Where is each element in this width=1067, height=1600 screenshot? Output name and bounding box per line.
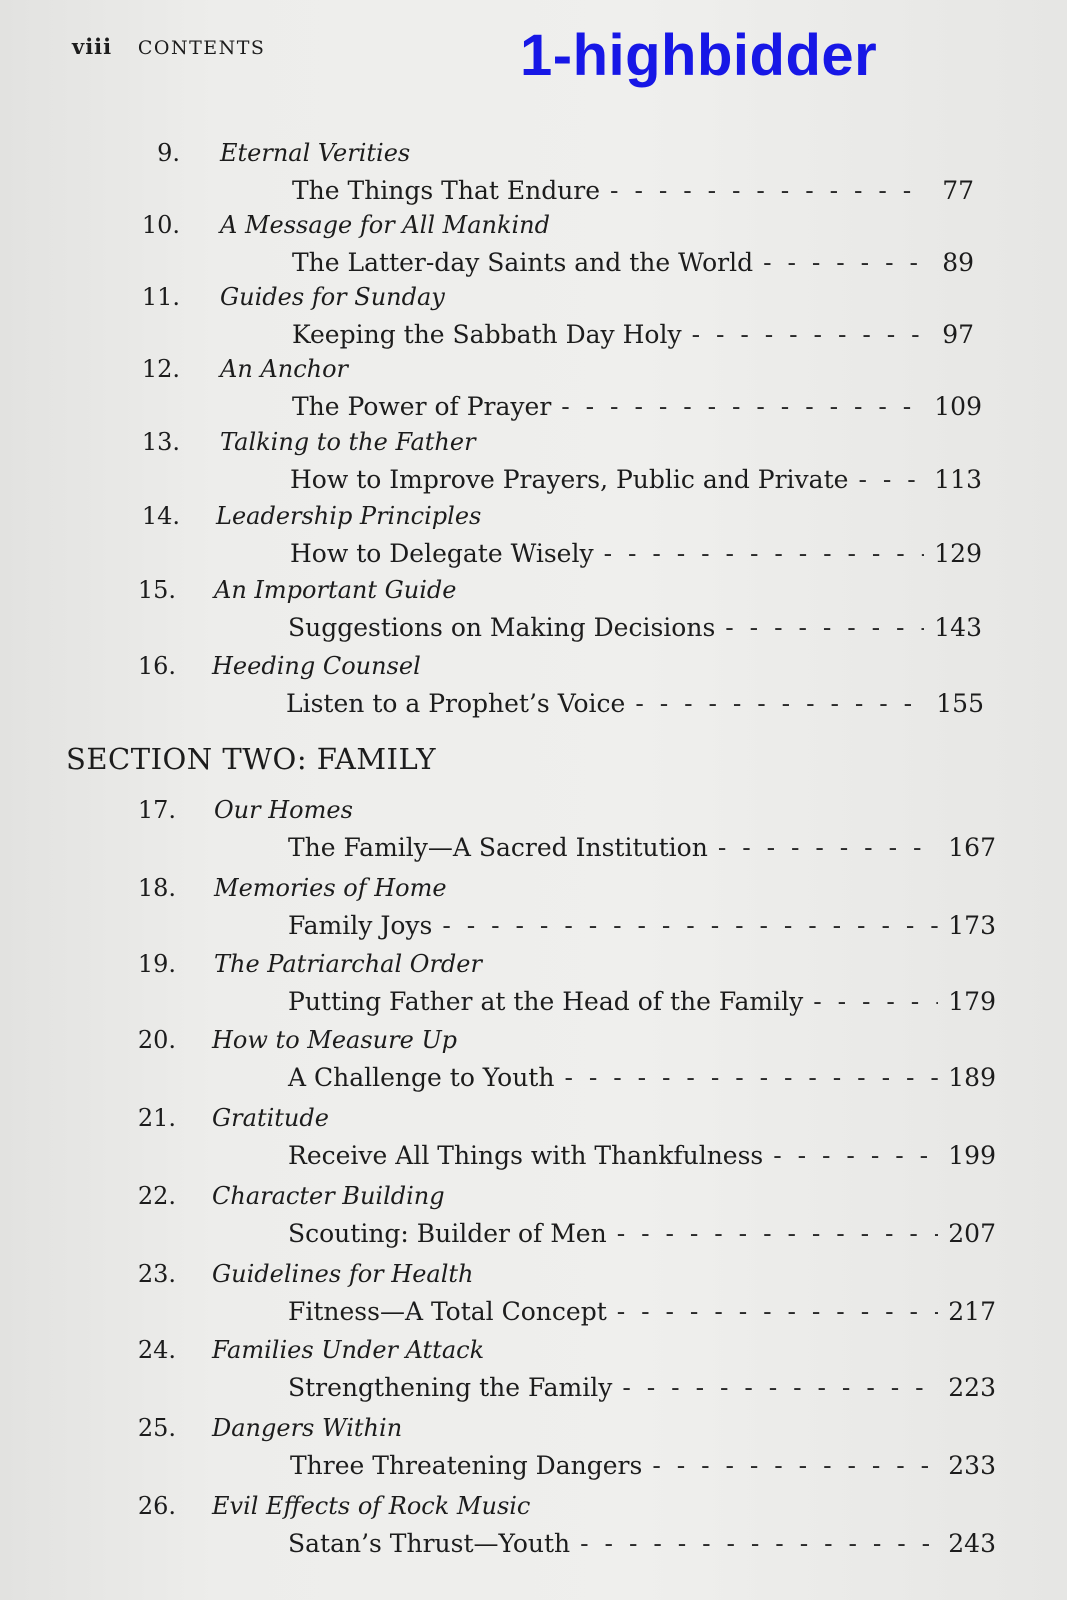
chapter-number: 26.	[137, 1492, 176, 1520]
chapter-number: 9.	[157, 139, 180, 167]
dot-leader	[725, 613, 924, 642]
page-ref: 113	[934, 465, 982, 494]
dot-leader	[617, 1297, 939, 1326]
page-ref: 89	[942, 248, 974, 277]
dot-leader	[604, 539, 925, 568]
page-ref: 167	[948, 833, 996, 862]
page-ref: 179	[948, 987, 996, 1016]
chapter-number: 15.	[137, 576, 176, 604]
chapter-number: 18.	[137, 874, 176, 902]
chapter-number: 25.	[137, 1414, 176, 1442]
page-ref: 97	[942, 320, 974, 349]
chapter-subtitle: Suggestions on Making Decisions	[288, 613, 716, 642]
chapter-title: Our Homes	[214, 796, 353, 824]
page-ref: 217	[948, 1297, 996, 1326]
chapter-number: 20.	[137, 1026, 176, 1054]
page-ref: 207	[948, 1219, 996, 1248]
chapter-number: 11.	[141, 283, 180, 311]
page-ref: 233	[948, 1451, 996, 1480]
chapter-number: 10.	[141, 211, 180, 239]
chapter-subtitle: Family Joys	[288, 911, 433, 940]
chapter-subtitle: The Family—A Sacred Institution	[288, 833, 708, 862]
chapter-subtitle: The Power of Prayer	[292, 392, 552, 421]
chapter-number: 12.	[141, 355, 180, 383]
chapter-subtitle: A Challenge to Youth	[288, 1063, 555, 1092]
dot-leader	[635, 689, 926, 718]
chapter-subtitle: Satan’s Thrust—Youth	[288, 1529, 571, 1558]
page-ref: 143	[934, 613, 982, 642]
chapter-number: 13.	[141, 428, 180, 456]
dot-leader	[561, 392, 924, 421]
chapter-number: 24.	[137, 1336, 176, 1364]
chapter-number: 16.	[137, 652, 176, 680]
chapter-title: Dangers Within	[212, 1414, 403, 1442]
chapter-title: Talking to the Father	[220, 428, 476, 456]
chapter-subtitle: The Things That Endure	[292, 176, 601, 205]
chapter-title: Families Under Attack	[212, 1336, 485, 1364]
page-number: viii	[72, 34, 113, 59]
dot-leader	[763, 248, 920, 277]
chapter-number: 14.	[141, 502, 180, 530]
chapter-title: How to Measure Up	[212, 1026, 458, 1054]
chapter-subtitle: Scouting: Builder of Men	[288, 1219, 607, 1248]
dot-leader	[610, 176, 920, 205]
chapter-subtitle: Putting Father at the Head of the Family	[288, 987, 804, 1016]
chapter-number: 19.	[137, 950, 176, 978]
chapter-number: 21.	[137, 1104, 176, 1132]
running-title: CONTENTS	[137, 37, 266, 59]
page-ref: 199	[948, 1141, 996, 1170]
dot-leader	[773, 1141, 938, 1170]
watermark-text: 1-highbidder	[520, 23, 878, 88]
chapter-title: The Patriarchal Order	[214, 950, 482, 978]
chapter-number: 17.	[137, 796, 176, 824]
chapter-subtitle: Strengthening the Family	[288, 1373, 613, 1402]
dot-leader	[813, 987, 938, 1016]
dot-leader	[580, 1529, 938, 1558]
chapter-subtitle: Keeping the Sabbath Day Holy	[292, 320, 682, 349]
chapter-title: Gratitude	[212, 1104, 329, 1132]
chapter-subtitle: Listen to a Prophet’s Voice	[286, 689, 626, 718]
chapter-title: Memories of Home	[214, 874, 447, 902]
chapter-title: An Important Guide	[214, 576, 457, 604]
page-ref: 243	[948, 1529, 996, 1558]
dot-leader	[442, 911, 938, 940]
page-header	[72, 34, 265, 59]
chapter-title: A Message for All Mankind	[220, 211, 550, 239]
page-ref: 223	[948, 1373, 996, 1402]
chapter-title: Guides for Sunday	[220, 283, 445, 311]
chapter-number: 23.	[137, 1260, 176, 1288]
chapter-title: Eternal Verities	[220, 139, 411, 167]
chapter-subtitle: How to Improve Prayers, Public and Private	[290, 465, 849, 494]
chapter-title: An Anchor	[220, 355, 349, 383]
dot-leader	[652, 1451, 938, 1480]
chapter-title: Leadership Principles	[216, 502, 482, 530]
dot-leader	[564, 1063, 938, 1092]
chapter-title: Character Building	[212, 1182, 445, 1210]
page-ref: 77	[942, 176, 974, 205]
chapter-subtitle: The Latter-day Saints and the World	[292, 248, 754, 277]
page-ref: 189	[948, 1063, 996, 1092]
dot-leader	[858, 465, 924, 494]
page-ref: 155	[936, 689, 984, 718]
chapter-subtitle: Receive All Things with Thankfulness	[288, 1141, 764, 1170]
section-heading: SECTION TWO: FAMILY	[66, 742, 437, 776]
page-ref: 129	[934, 539, 982, 568]
chapter-title: Heeding Counsel	[212, 652, 421, 680]
chapter-subtitle: Fitness—A Total Concept	[288, 1297, 607, 1326]
dot-leader	[617, 1219, 939, 1248]
dot-leader	[622, 1373, 938, 1402]
page-ref: 173	[948, 911, 996, 940]
dot-leader	[692, 320, 920, 349]
chapter-title: Guidelines for Health	[212, 1260, 474, 1288]
dot-leader	[718, 833, 938, 862]
chapter-subtitle: How to Delegate Wisely	[290, 539, 594, 568]
chapter-number: 22.	[137, 1182, 176, 1210]
page-ref: 109	[934, 392, 982, 421]
chapter-title: Evil Effects of Rock Music	[212, 1492, 531, 1520]
chapter-subtitle: Three Threatening Dangers	[290, 1451, 643, 1480]
